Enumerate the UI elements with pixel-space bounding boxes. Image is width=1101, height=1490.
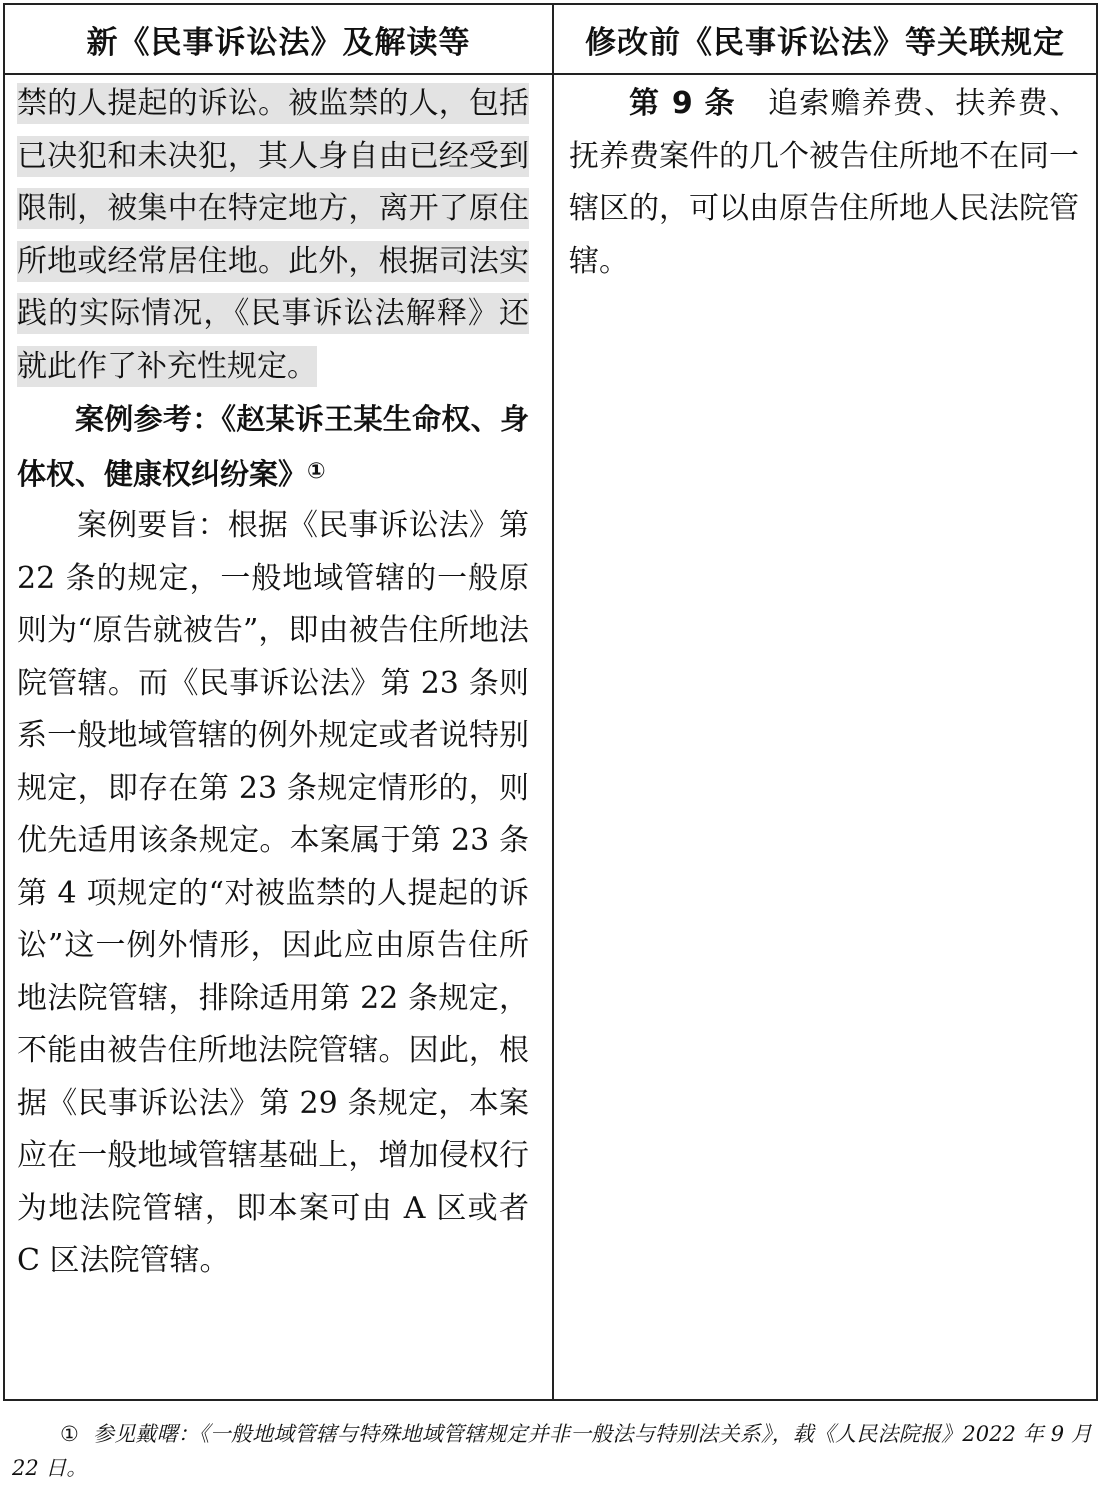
highlight-text: 禁的人提起的诉讼。被监禁的人，包括已决犯和未决犯，其人身自由已经受到限制，被集中在特定地方，离开了原住所地或经常居住地。此外，根据司法实践的实际情况，《民事诉讼法解释》还就此作了补充性规定。 (17, 83, 529, 387)
header-divider (5, 73, 1096, 75)
column-divider (552, 5, 554, 1399)
footnote-text: 参见戴曙：《一般地域管辖与特殊地域管辖规定并非一般法与特别法关系》，载《人民法院报》2022 年 9 月 22 日。 (12, 1422, 1093, 1480)
case-footnote-mark: ① (307, 458, 326, 484)
article-paragraph (569, 78, 1079, 288)
left-column (17, 78, 529, 1288)
case-body: 案例要旨：根据《民事诉讼法》第 22 条的规定，一般地域管辖的一般原则为“原告就被告”，即由被告住所地法院管辖。而《民事诉讼法》第 23 条则系一般地域管辖的例外规定或者说特别规定，即存在第 23 条规定情形的，则优先适用该条规定。本案属于第 23 条第 4 项规定的“对被监禁的人提起的诉讼”这一例外情形，因此应由原告住所地法院管辖，排除适用第 22 条规定，不能由被告住所地法院管辖。因此，根据《民事诉讼法》第 29 条规定，本案应在一般地域管辖基础上，增加侵权行为地法院管辖，即本案可由 A 区或者 C 区法院管辖。 (17, 508, 529, 1278)
header-right: 修改前《民事诉讼法》等关联规定 (585, 24, 1065, 61)
case-title-text: 案例参考：《赵某诉王某生命权、身体权、健康权纠纷案》 (17, 402, 529, 491)
article-label: 第 9 条 (629, 86, 736, 121)
case-title (17, 393, 529, 500)
article-text: 追索赡养费、扶养费、抚养费案件的几个被告住所地不在同一辖区的，可以由原告住所地人民法院管辖。 (569, 86, 1080, 279)
footnote (12, 1417, 1092, 1485)
highlighted-paragraph (17, 78, 529, 393)
right-column (569, 78, 1079, 288)
footnote-mark: ① (60, 1422, 80, 1446)
header-left: 新《民事诉讼法》及解读等 (86, 24, 471, 61)
